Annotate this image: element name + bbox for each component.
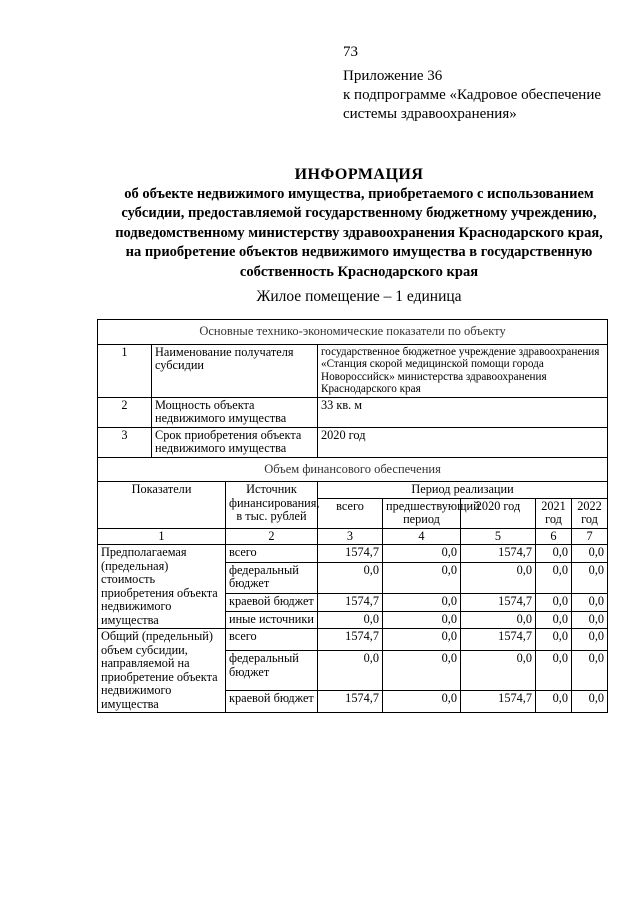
header-2021: 2021 год bbox=[536, 498, 572, 528]
value-2020: 0,0 bbox=[461, 611, 536, 628]
value-prev: 0,0 bbox=[383, 691, 461, 713]
heading-line: собственность Краснодарского края bbox=[239, 263, 479, 280]
source-cell: краевой бюджет bbox=[226, 691, 318, 713]
value-total: 0,0 bbox=[318, 611, 383, 628]
column-number: 1 bbox=[98, 528, 226, 545]
value-2021: 0,0 bbox=[536, 651, 572, 691]
heading-line: на приобретение объектов недвижимого имущества в государственную bbox=[125, 244, 593, 260]
value-prev: 0,0 bbox=[383, 562, 461, 594]
column-number: 2 bbox=[226, 528, 318, 545]
value-2020: 1574,7 bbox=[461, 691, 536, 713]
value-2020: 1574,7 bbox=[461, 594, 536, 611]
row-label: Срок приобретения объекта недвижимого имущества bbox=[152, 427, 318, 457]
source-cell: федеральный бюджет bbox=[226, 562, 318, 594]
info-table bbox=[97, 319, 608, 713]
header-total: всего bbox=[318, 498, 383, 528]
header-indicators: Показатели bbox=[98, 482, 226, 529]
source-cell: иные источники bbox=[226, 611, 318, 628]
table-row bbox=[98, 344, 608, 397]
table-row bbox=[98, 427, 608, 457]
table-row bbox=[98, 629, 608, 651]
value-prev: 0,0 bbox=[383, 651, 461, 691]
value-prev: 0,0 bbox=[383, 594, 461, 611]
value-total: 0,0 bbox=[318, 651, 383, 691]
appendix-line: к подпрограмме «Кадровое обеспечение bbox=[343, 87, 602, 103]
value-2021: 0,0 bbox=[536, 545, 572, 562]
row-value: 33 кв. м bbox=[318, 397, 608, 427]
value-prev: 0,0 bbox=[383, 611, 461, 628]
value-2020: 0,0 bbox=[461, 562, 536, 594]
row-value: 2020 год bbox=[318, 427, 608, 457]
value-2020: 1574,7 bbox=[461, 629, 536, 651]
table-row bbox=[98, 397, 608, 427]
value-2021: 0,0 bbox=[536, 629, 572, 651]
value-2021: 0,0 bbox=[536, 562, 572, 594]
heading-line: субсидии, предоставляемой государственному бюджетному учреждению, bbox=[121, 205, 597, 221]
value-2022: 0,0 bbox=[572, 651, 608, 691]
value-total: 1574,7 bbox=[318, 545, 383, 562]
header-source: Источник финансирования, в тыс. рублей bbox=[226, 482, 318, 529]
column-number: 3 bbox=[318, 528, 383, 545]
heading-line: подведомственному министерству здравоохранения Краснодарского края, bbox=[115, 224, 603, 241]
row-label: Наименование получателя субсидии bbox=[152, 344, 318, 397]
value-2022: 0,0 bbox=[572, 545, 608, 562]
document-title: ИНФОРМАЦИЯ bbox=[294, 166, 424, 183]
value-prev: 0,0 bbox=[383, 545, 461, 562]
header-2020: 2020 год bbox=[461, 498, 536, 528]
value-total: 1574,7 bbox=[318, 629, 383, 651]
header-row bbox=[98, 482, 608, 499]
column-number: 4 bbox=[383, 528, 461, 545]
section-title: Объем финансового обеспечения bbox=[98, 457, 608, 482]
value-2022: 0,0 bbox=[572, 691, 608, 713]
column-numbers-row bbox=[98, 528, 608, 545]
appendix-block bbox=[343, 67, 623, 124]
value-total: 0,0 bbox=[318, 562, 383, 594]
value-prev: 0,0 bbox=[383, 629, 461, 651]
value-2022: 0,0 bbox=[572, 594, 608, 611]
appendix-line: Приложение 36 bbox=[343, 68, 443, 84]
source-cell: всего bbox=[226, 629, 318, 651]
source-cell: федеральный бюджет bbox=[226, 651, 318, 691]
table-row bbox=[98, 545, 608, 562]
value-total: 1574,7 bbox=[318, 594, 383, 611]
column-number: 7 bbox=[572, 528, 608, 545]
indicator-label: Предполагаемая (предельная) стоимость приобретения объекта недвижимого имущества bbox=[98, 545, 226, 629]
header-period: Период реализации bbox=[318, 482, 608, 499]
value-2021: 0,0 bbox=[536, 594, 572, 611]
value-2022: 0,0 bbox=[572, 611, 608, 628]
page-number: 73 bbox=[343, 44, 358, 60]
row-number: 3 bbox=[98, 427, 152, 457]
indicator-label: Общий (предельный) объем субсидии, направляемой на приобретение объекта недвижимого имущества bbox=[98, 629, 226, 713]
source-cell: всего bbox=[226, 545, 318, 562]
row-label: Мощность объекта недвижимого имущества bbox=[152, 397, 318, 427]
row-number: 1 bbox=[98, 344, 152, 397]
row-value: государственное бюджетное учреждение здравоохранения «Станция скорой медицинской помощи города Новороссийск» министерства здравоохранения Краснодарского края bbox=[318, 344, 608, 397]
object-subtitle: Жилое помещение – 1 единица bbox=[256, 288, 462, 305]
row-number: 2 bbox=[98, 397, 152, 427]
section-title: Основные технико-экономические показатели по объекту bbox=[98, 320, 608, 345]
value-2021: 0,0 bbox=[536, 611, 572, 628]
column-number: 5 bbox=[461, 528, 536, 545]
source-cell: краевой бюджет bbox=[226, 594, 318, 611]
value-total: 1574,7 bbox=[318, 691, 383, 713]
header-2022: 2022 год bbox=[572, 498, 608, 528]
value-2022: 0,0 bbox=[572, 629, 608, 651]
value-2020: 0,0 bbox=[461, 651, 536, 691]
header-prev: предшествующий период bbox=[383, 498, 461, 528]
value-2021: 0,0 bbox=[536, 691, 572, 713]
document-heading bbox=[98, 165, 620, 282]
value-2022: 0,0 bbox=[572, 562, 608, 594]
heading-line: об объекте недвижимого имущества, приобретаемого с использованием bbox=[124, 185, 594, 202]
column-number: 6 bbox=[536, 528, 572, 545]
appendix-line: системы здравоохранения» bbox=[343, 106, 517, 122]
value-2020: 1574,7 bbox=[461, 545, 536, 562]
